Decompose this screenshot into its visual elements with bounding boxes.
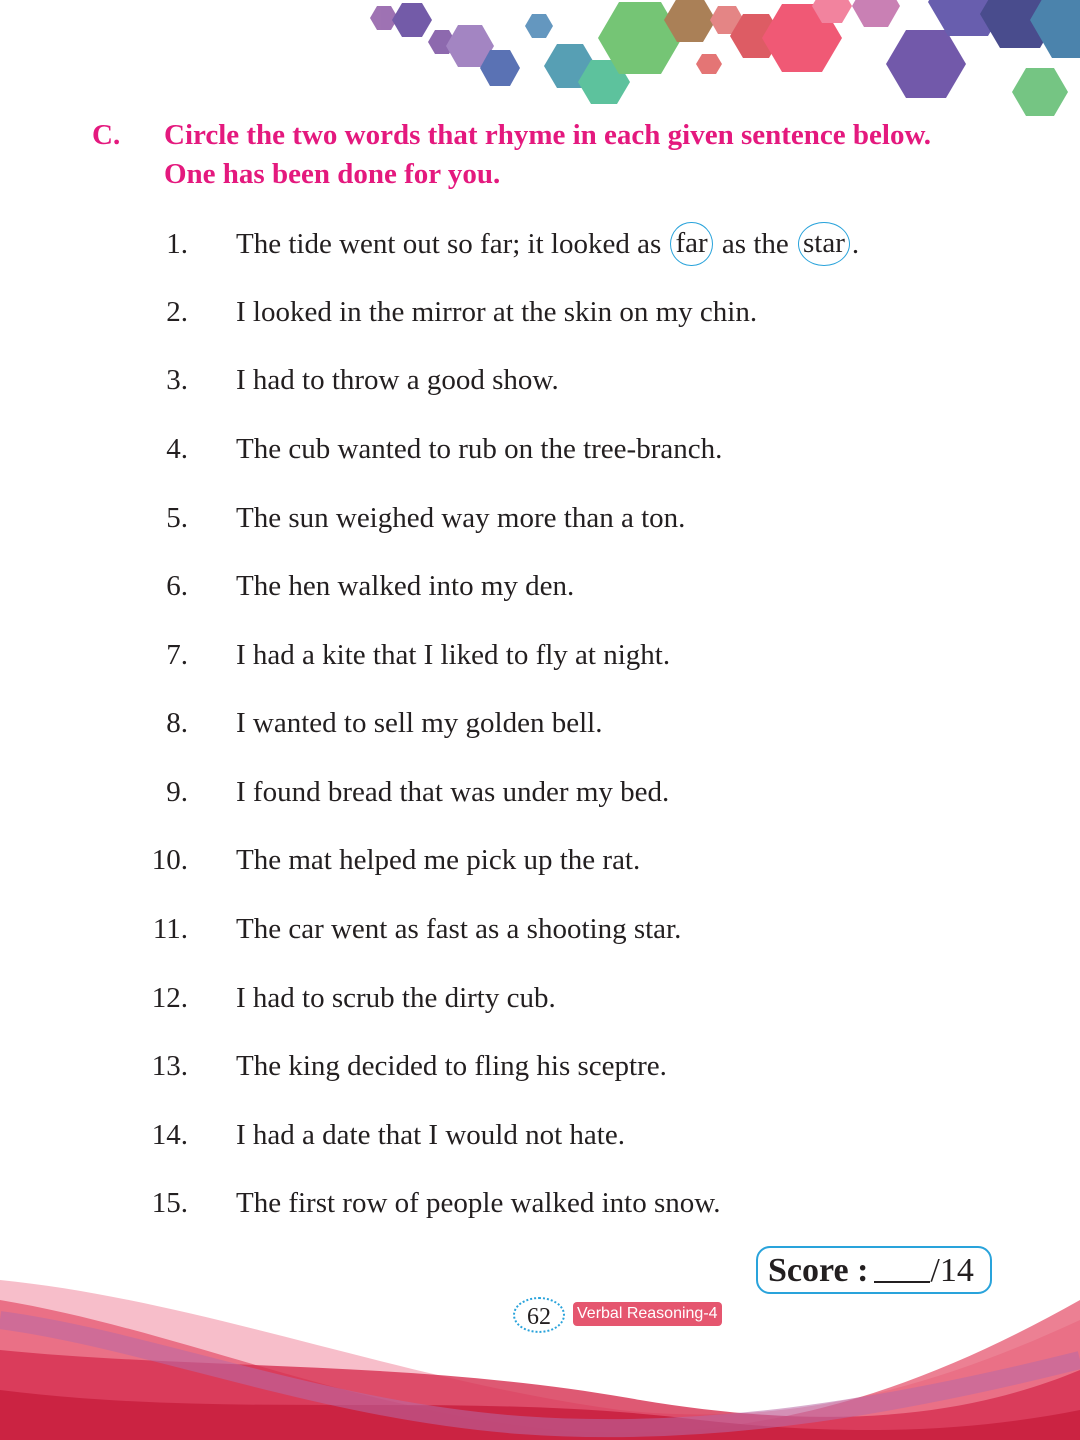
question-number: 8. — [166, 707, 188, 739]
question-item — [0, 976, 1080, 1020]
instruction-line: Circle the two words that rhyme in each given sentence below. — [164, 119, 932, 151]
section-instruction — [164, 116, 1044, 194]
question-number: 13. — [151, 1050, 188, 1082]
hexagon-shape — [696, 54, 722, 74]
question-number: 14. — [151, 1119, 188, 1151]
circled-word: star — [798, 222, 850, 266]
question-number: 11. — [152, 913, 188, 945]
circled-word: far — [670, 222, 712, 266]
question-number: 5. — [166, 502, 188, 534]
question-item — [0, 1044, 1080, 1088]
question-number: 2. — [166, 296, 188, 328]
hexagon-shape — [886, 30, 966, 98]
question-item — [0, 1113, 1080, 1157]
question-text[interactable]: I found bread that was under my bed. — [236, 776, 670, 808]
question-text[interactable]: I had a kite that I liked to fly at night. — [236, 639, 671, 671]
score-blank-field[interactable] — [874, 1255, 930, 1283]
question-item — [0, 1181, 1080, 1225]
question-number: 12. — [151, 982, 188, 1014]
book-title-badge: Verbal Reasoning-4 — [573, 1302, 722, 1326]
question-number: 4. — [166, 433, 188, 465]
question-item — [0, 838, 1080, 882]
score-label: Score : — [768, 1252, 869, 1289]
question-number: 9. — [166, 776, 188, 808]
question-number: 7. — [166, 639, 188, 671]
question-item — [0, 770, 1080, 814]
question-item — [0, 633, 1080, 677]
question-item — [0, 564, 1080, 608]
hexagon-shape — [1030, 0, 1080, 58]
question-number: 15. — [151, 1187, 188, 1219]
question-text[interactable]: I had a date that I would not hate. — [236, 1119, 625, 1151]
example-text-part: as the — [721, 228, 789, 260]
question-text[interactable]: The sun weighed way more than a ton. — [236, 502, 686, 534]
question-number: 1. — [166, 228, 188, 260]
question-item — [0, 701, 1080, 745]
question-item — [0, 358, 1080, 402]
hexagon-banner — [0, 0, 1080, 130]
question-text[interactable]: The hen walked into my den. — [236, 570, 575, 602]
hexagon-shape — [525, 14, 553, 38]
hexagon-shape — [1012, 68, 1068, 116]
question-text[interactable]: The car went as fast as a shooting star. — [236, 913, 682, 945]
question-text[interactable]: The king decided to fling his sceptre. — [236, 1050, 667, 1082]
question-text[interactable]: The first row of people walked into snow. — [236, 1187, 721, 1219]
question-text[interactable]: The mat helped me pick up the rat. — [236, 844, 641, 876]
question-text — [236, 222, 859, 267]
question-number: 3. — [166, 364, 188, 396]
question-text[interactable]: I wanted to sell my golden bell. — [236, 707, 603, 739]
question-text[interactable]: I had to scrub the dirty cub. — [236, 982, 556, 1014]
example-text-part: The tide went out so far; it looked as — [236, 228, 662, 260]
page-number: 62 — [513, 1297, 565, 1333]
question-item — [0, 907, 1080, 951]
question-item — [0, 496, 1080, 540]
hexagon-shape — [852, 0, 900, 27]
section-letter: C. — [92, 119, 121, 151]
question-item — [0, 290, 1080, 334]
example-text-part: . — [851, 228, 860, 260]
hexagon-shape — [392, 3, 432, 37]
question-item-example — [0, 222, 1080, 266]
instruction-line: One has been done for you. — [164, 158, 501, 190]
score-box — [756, 1246, 992, 1294]
question-text[interactable]: I looked in the mirror at the skin on my chin. — [236, 296, 758, 328]
question-number: 6. — [166, 570, 188, 602]
question-number: 10. — [151, 844, 188, 876]
question-text[interactable]: I had to throw a good show. — [236, 364, 559, 396]
score-total: /14 — [930, 1252, 974, 1289]
question-item — [0, 427, 1080, 471]
question-text[interactable]: The cub wanted to rub on the tree-branch. — [236, 433, 723, 465]
